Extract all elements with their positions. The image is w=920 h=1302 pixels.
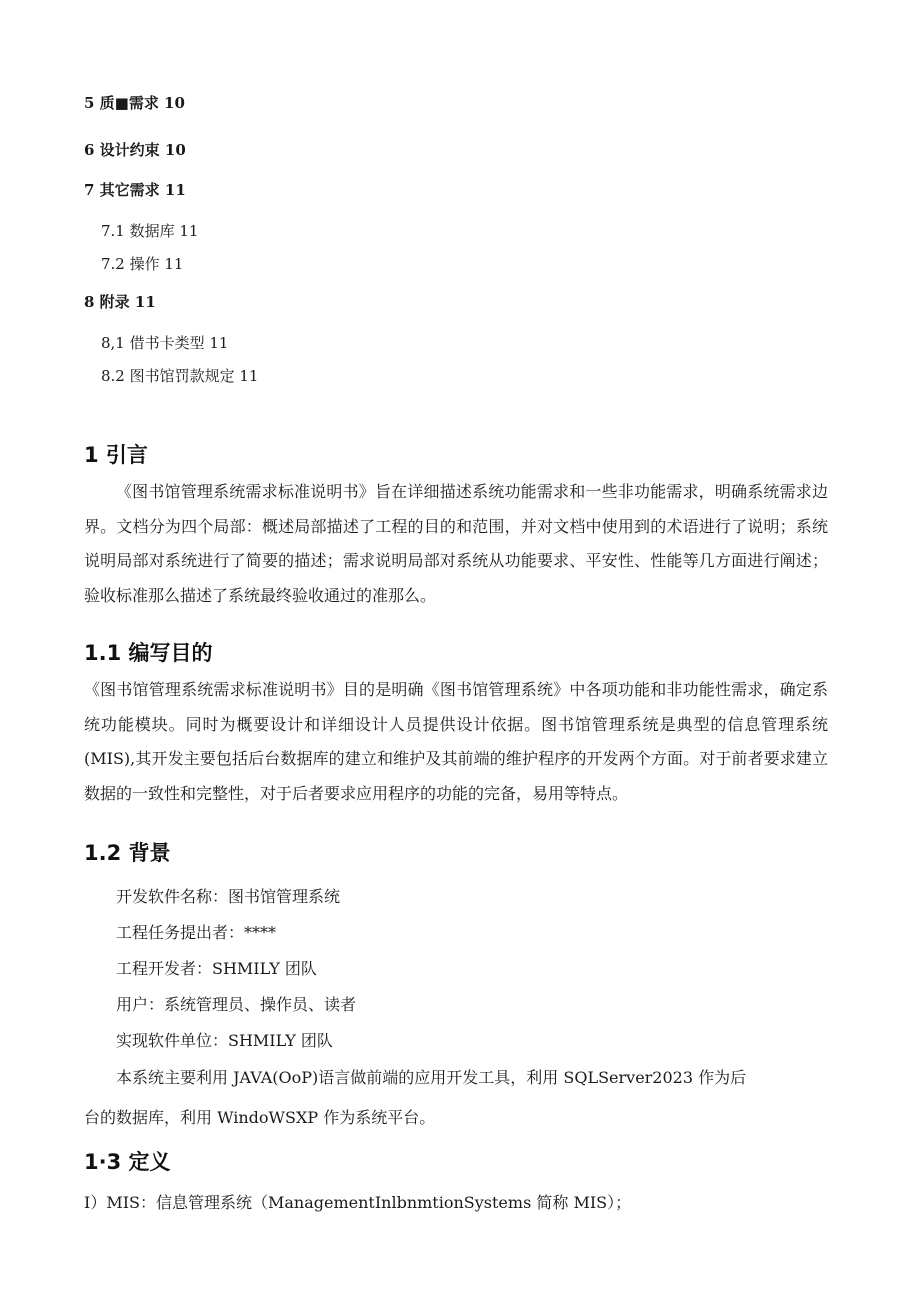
toc-item-8-2[interactable]: 8.2 图书馆罚款规定 11 — [101, 367, 259, 385]
background-task-proposer: 工程任务提出者：**** — [116, 923, 277, 942]
background-developer: 工程开发者：SHMILY 团队 — [116, 959, 317, 978]
section-1-heading: 1 引言 — [84, 443, 148, 467]
toc-item-7[interactable]: 7 其它需求 11 — [84, 181, 186, 199]
toc-item-8-1[interactable]: 8,1 借书卡类型 11 — [101, 334, 229, 352]
toc-item-7-1[interactable]: 7.1 数据库 11 — [101, 222, 199, 240]
section-1-2-heading: 1.2 背景 — [84, 841, 171, 865]
section-1-1-paragraph: 《图书馆管理系统需求标准说明书》目的是明确《图书馆管理系统》中各项功能和非功能性需求，确定系统功能模块。同时为概要设计和详细设计人员提供设计依据。图书馆管理系统是典型的信息管理系统(MIS),其开发主要包括后台数据库的建立和维护及其前端的维护程序的开发两个方面。对于前者要求建立数据的一致性和完整性，对于后者要求应用程序的功能的完备，易用等特点。 — [84, 680, 828, 803]
background-users: 用户：系统管理员、操作员、读者 — [116, 995, 357, 1014]
definition-item-1: I）MIS：信息管理系统（ManagementInlbnmtionSystems 简称 MIS）； — [84, 1193, 632, 1212]
background-description-line-2: 台的数据库，利用 WindoWSXP 作为系统平台。 — [84, 1108, 436, 1127]
section-1-1-heading: 1.1 编写目的 — [84, 641, 213, 665]
toc-item-6[interactable]: 6 设计约束 10 — [84, 141, 186, 159]
background-implementer: 实现软件单位：SHMILY 团队 — [116, 1031, 333, 1050]
toc-item-8[interactable]: 8 附录 11 — [84, 293, 156, 311]
section-1-3-heading: 1·3 定义 — [84, 1150, 171, 1174]
background-description-line-1: 本系统主要利用 JAVA(OoP)语言做前端的应用开发工具，利用 SQLServer2023 作为后 — [116, 1068, 747, 1087]
toc-item-5[interactable]: 5 质■需求 10 — [84, 94, 185, 112]
section-1-paragraph: 《图书馆管理系统需求标准说明书》旨在详细描述系统功能需求和一些非功能需求，明确系统需求边界。文档分为四个局部：概述局部描述了工程的目的和范围，并对文档中使用到的术语进行了说明；系统说明局部对系统进行了简要的描述；需求说明局部对系统从功能要求、平安性、性能等几方面进行阐述；验收标准那么描述了系统最终验收通过的准那么。 — [84, 482, 828, 605]
toc-item-7-2[interactable]: 7.2 操作 11 — [101, 255, 184, 273]
background-software-name: 开发软件名称：图书馆管理系统 — [116, 887, 341, 906]
